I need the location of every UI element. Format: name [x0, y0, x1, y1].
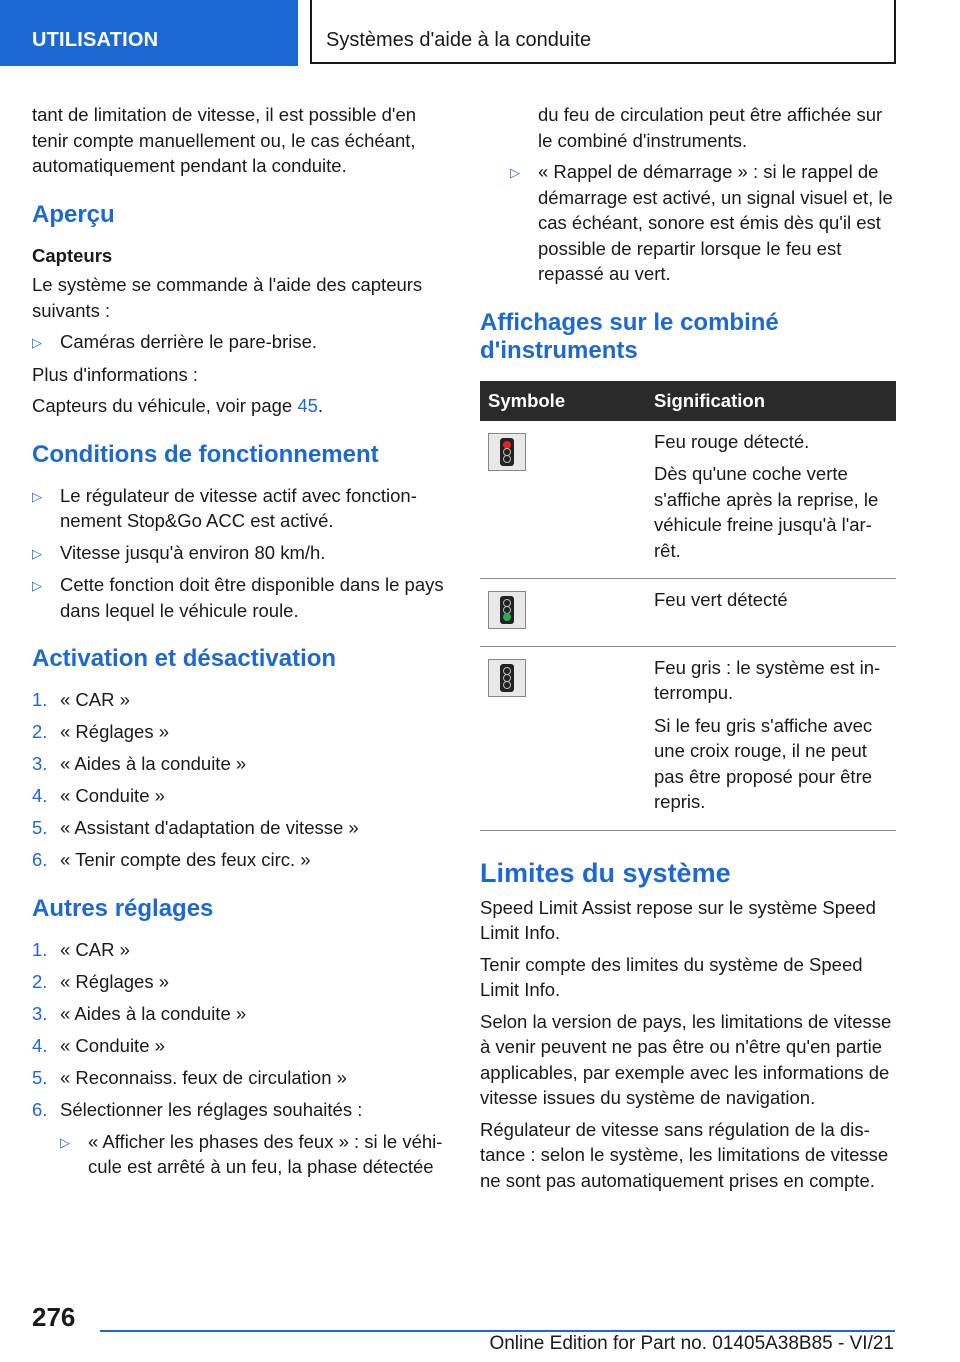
- meaning-cell: [646, 579, 896, 647]
- condition-text: Le régulateur de vitesse actif avec fonctionnement Stop&Go ACC est activé.: [60, 484, 417, 531]
- activation-heading: Activation et désactivation: [32, 645, 337, 672]
- step-text: Sélectionner les réglages souhaités :: [60, 1098, 363, 1120]
- bullet-triangle-icon: ▷: [510, 165, 520, 180]
- step-number: 2.: [32, 721, 48, 742]
- continued-text: du feu de circulation peut être affichée sur le combiné d'instruments.: [538, 104, 883, 151]
- step-text: « Aides à la conduite »: [60, 1002, 247, 1024]
- step-text: « Réglages »: [60, 970, 170, 992]
- step-number: 2.: [32, 970, 48, 992]
- section-tab[interactable]: UTILISATION: [0, 0, 298, 66]
- symbol-table: [480, 381, 896, 831]
- column-header-symbol: Symbole: [480, 381, 646, 421]
- limites-paragraph: Selon la version de pays, les limitations de vitesse à venir peuvent ne pas être ou n'être qu'en partie applicables, par exemple avec les informations de vitesse issues du système de navigation.: [480, 1010, 892, 1108]
- step-text: « Reconnaiss. feux de circulation »: [60, 1066, 347, 1088]
- capteurs-reference: [32, 393, 448, 419]
- limites-paragraph: Tenir compte des limites du système de Speed Limit Info.: [480, 953, 863, 1000]
- list-item: [32, 815, 448, 841]
- affichages-heading: Affichages sur le combiné d'instruments: [480, 308, 779, 364]
- step-text: « Conduite »: [60, 1034, 165, 1056]
- list-item: [32, 719, 448, 745]
- step-text: « Conduite »: [60, 785, 165, 806]
- step-number: 6.: [32, 849, 48, 870]
- rappel-text: « Rappel de démarrage » : si le rappel de démarrage est activé, un signal visuel et, le cas échéant, sonore est émis dès qu'il est possible de repartir lorsque le feu est repassé au vert.: [538, 161, 893, 284]
- meaning-line: Feu rouge détecté.: [654, 430, 810, 452]
- traffic-light-green-icon: [488, 591, 526, 629]
- step-number: 1.: [32, 938, 48, 960]
- bullet-triangle-icon: ▷: [32, 578, 42, 593]
- condition-text: Cette fonction doit être disponible dans le pays dans lequel le véhicule roule.: [60, 574, 444, 621]
- intro-paragraph: tant de limitation de vitesse, il est possible d'en tenir compte manuellement ou, le cas échéant, automatiquement pendant la conduite.: [32, 104, 417, 176]
- step-text: « CAR »: [60, 689, 130, 710]
- step-number: 5.: [32, 817, 48, 838]
- list-item: [32, 969, 448, 995]
- condition-text: Vitesse jusqu'à environ 80 km/h.: [60, 541, 326, 563]
- symbol-cell: [480, 421, 646, 579]
- list-item: [32, 540, 448, 567]
- footer-divider: [100, 1330, 895, 1332]
- bullet-triangle-icon: ▷: [32, 545, 42, 561]
- list-item: [32, 483, 448, 534]
- capteurs-heading: Capteurs: [32, 244, 113, 266]
- reference-text: Capteurs du véhicule, voir page: [32, 395, 298, 416]
- list-item: [32, 937, 448, 963]
- list-item: [32, 1097, 448, 1123]
- table-header-row: [480, 381, 896, 421]
- step-number: 4.: [32, 1034, 48, 1056]
- meaning-line: Dès qu'une coche verte s'affiche après la reprise, le véhicule freine jusqu'à l'arrêt.: [654, 463, 879, 561]
- list-item: [32, 329, 448, 356]
- list-item: [32, 1033, 448, 1059]
- chapter-tab[interactable]: Systèmes d'aide à la conduite: [310, 0, 896, 64]
- symbol-cell: [480, 579, 646, 647]
- page-link-45[interactable]: 45: [297, 395, 318, 416]
- autres-heading: Autres réglages: [32, 894, 214, 922]
- column-header-meaning: Signification: [646, 381, 896, 421]
- meaning-line: Feu vert détecté: [654, 589, 788, 610]
- list-item: [32, 1065, 448, 1091]
- page-header: [0, 0, 960, 66]
- right-column: [480, 102, 896, 1199]
- list-item: [32, 783, 448, 809]
- list-item: [60, 1129, 448, 1180]
- list-item: [510, 159, 896, 287]
- table-row: [480, 646, 896, 830]
- sub-bullet-text: « Afficher les phases des feux » : si le véhicule est arrêté à un feu, la phase détectée: [88, 1130, 443, 1177]
- left-column: [32, 102, 448, 1186]
- limites-paragraph: Speed Limit Assist repose sur le système Speed Limit Info.: [480, 896, 876, 943]
- reference-end: .: [317, 395, 324, 416]
- traffic-light-grey-icon: [488, 659, 526, 697]
- bullet-triangle-icon: ▷: [60, 1134, 70, 1150]
- table-row: [480, 579, 896, 647]
- step-number: 4.: [32, 785, 48, 806]
- more-info-label: Plus d'informations :: [32, 363, 198, 385]
- table-row: [480, 421, 896, 579]
- step-text: « Aides à la conduite »: [60, 753, 247, 774]
- meaning-line: Feu gris : le système est interrompu.: [654, 656, 881, 703]
- symbol-cell: [480, 646, 646, 830]
- list-item: [32, 572, 448, 623]
- apercu-heading: Aperçu: [32, 200, 115, 228]
- list-item: [32, 751, 448, 777]
- limites-heading: Limites du système: [480, 857, 731, 888]
- meaning-cell: [646, 646, 896, 830]
- list-item: [32, 1001, 448, 1027]
- capteurs-text: Le système se commande à l'aide des capteurs suivants :: [32, 274, 423, 321]
- step-text: « CAR »: [60, 938, 130, 960]
- list-item: [32, 847, 448, 873]
- bullet-triangle-icon: ▷: [32, 335, 42, 350]
- limites-paragraph: Régulateur de vitesse sans régulation de la distance : selon le système, les limitations de vitesse ne sont pas automatiquement prises en compte.: [480, 1118, 889, 1191]
- bullet-triangle-icon: ▷: [32, 488, 42, 504]
- step-number: 3.: [32, 753, 48, 774]
- step-number: 5.: [32, 1066, 48, 1088]
- step-text: « Tenir compte des feux circ. »: [60, 849, 311, 870]
- step-number: 6.: [32, 1098, 48, 1120]
- step-number: 1.: [32, 689, 48, 710]
- meaning-cell: [646, 421, 896, 579]
- step-number: 3.: [32, 1002, 48, 1024]
- edition-info: Online Edition for Part no. 01405A38B85 - VI/21: [489, 1333, 894, 1354]
- conditions-heading: Conditions de fonctionnement: [32, 440, 379, 468]
- traffic-light-red-icon: [488, 433, 526, 471]
- step-text: « Réglages »: [60, 721, 170, 742]
- capteurs-bullet: Caméras derrière le pare-brise.: [60, 331, 318, 352]
- meaning-line: Si le feu gris s'affiche avec une croix rouge, il ne peut pas être proposé pour être repris.: [654, 714, 873, 812]
- list-item: [32, 687, 448, 713]
- page-number: 276: [32, 1302, 76, 1332]
- step-text: « Assistant d'adaptation de vitesse »: [60, 817, 359, 838]
